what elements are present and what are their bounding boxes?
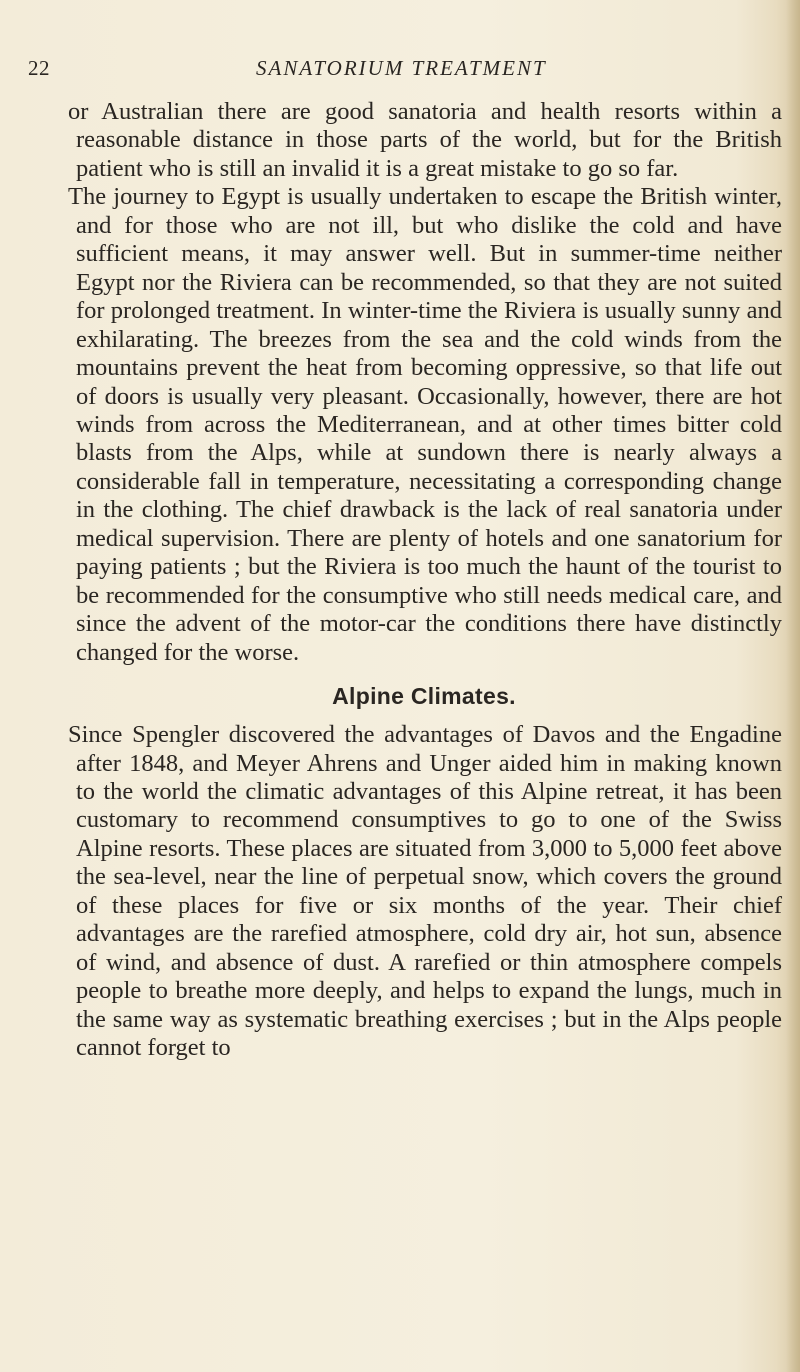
paragraph-continued: or Australian there are good sanatoria and health resorts within a reasonable distance in those parts of the world, but for the British patient who is still an invalid it is a great mistake to go so far. bbox=[68, 98, 782, 182]
body-text bbox=[68, 98, 782, 1063]
running-head bbox=[28, 56, 772, 86]
section-heading: Alpine Climates. bbox=[332, 683, 516, 710]
running-head-title: SANATORIUM TREATMENT bbox=[256, 56, 547, 80]
page-number: 22 bbox=[28, 56, 50, 80]
paragraph-alpine: Since Spengler discovered the advantages of Davos and the Engadine after 1848, and Meyer Ahrens and Unger aided him in making known to the world the climatic advantages of this Alpine retreat, it has been customary to recommend consumptives to go to one of the Swiss Alpine resorts. These places are situated from 3,000 to 5,000 feet above the sea-level, near the line of perpetual snow, which covers the ground of these places for five or six months of the year. Their chief advantages are the rarefied atmosphere, cold dry air, hot sun, absence of wind, and absence of dust. A rarefied or thin atmosphere compels people to breathe more deeply, and helps to expand the lungs, much in the same way as systematic breathing exercises ; but in the Alps people cannot forget to bbox=[68, 721, 782, 1062]
page-edge-shadow bbox=[786, 0, 800, 1372]
paragraph-egypt-riviera: The journey to Egypt is usually undertaken to escape the British winter, and for those who are not ill, but who dislike the cold and have sufficient means, it may answer well. But in summer-time neither Egypt nor the Riviera can be recommended, so that they are not suited for prolonged treatment. In winter-time the Riviera is usually sunny and exhilarating. The breezes from the sea and the cold winds from the mountains prevent the heat from becoming oppressive, so that life out of doors is usually very pleasant. Occasionally, however, there are hot winds from across the Mediterranean, and at other times bitter cold blasts from the Alps, while at sundown there is nearly always a considerable fall in temperature, necessitating a corresponding change in the clothing. The chief drawback is the lack of real sanatoria under medical supervision. There are plenty of hotels and one sanatorium for paying patients ; but the Riviera is too much the haunt of the tourist to be recommended for the consumptive who still needs medical care, and since the advent of the motor-car the conditions there have distinctly changed for the worse. bbox=[68, 183, 782, 666]
